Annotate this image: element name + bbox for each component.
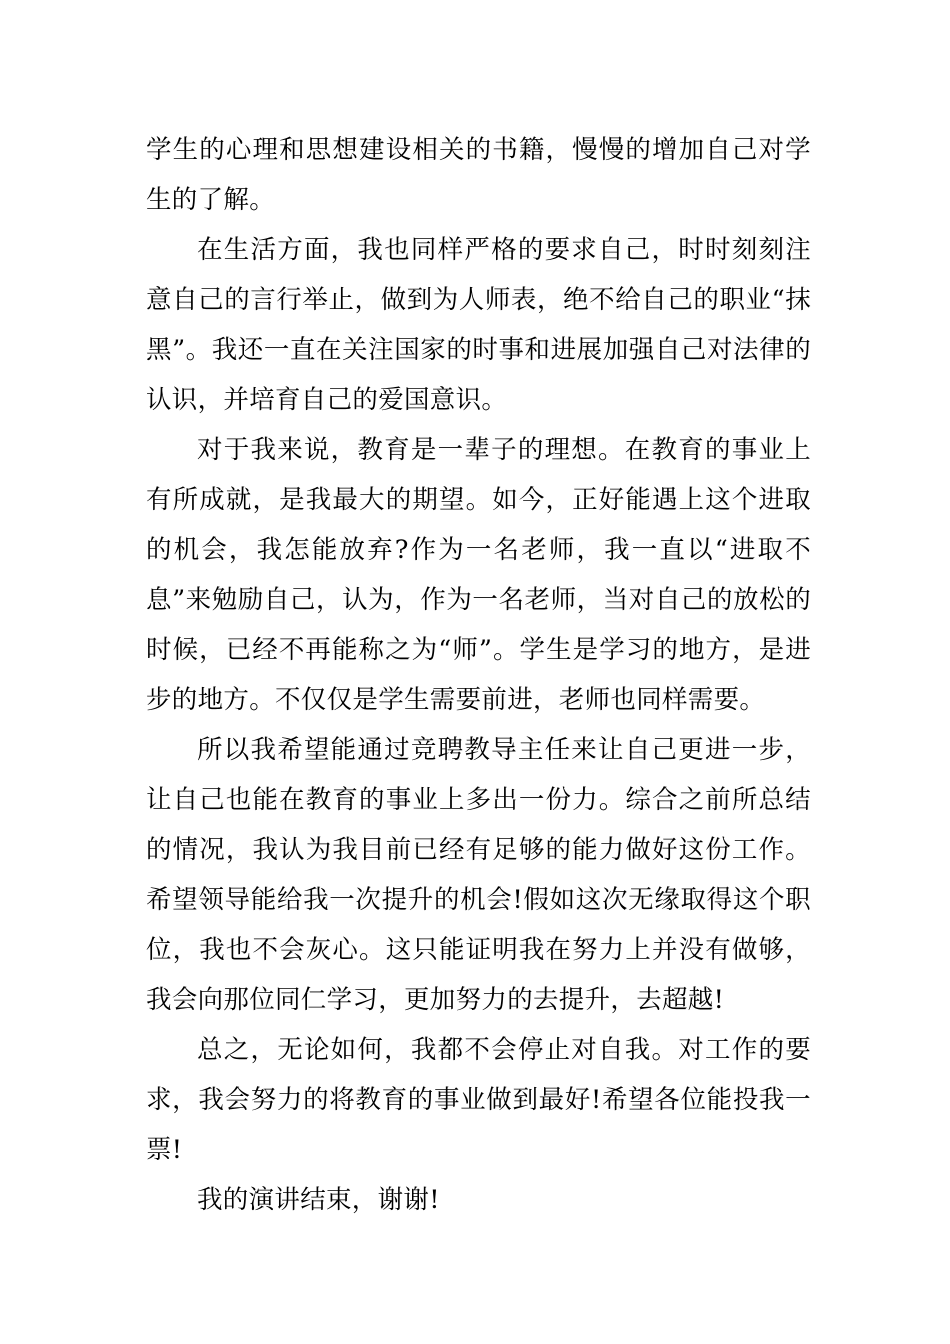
paragraph-education-ideal: 对于我来说，教育是一辈子的理想。在教育的事业上有所成就，是我最大的期望。如今，正好能遇上这个进取的机会，我怎能放弃?作为一名老师，我一直以“进取不息”来勉励自己，认为，作为一名老师，当对自己的放松的时候，已经不再能称之为“师”。学生是学习的地方，是进步的地方。不仅仅是学生需要前进，老师也同样需要。: [146, 435, 811, 715]
paragraph-life-aspect: 在生活方面，我也同样严格的要求自己，时时刻刻注意自己的言行举止，做到为人师表，绝不给自己的职业“抹黑”。我还一直在关注国家的时事和进展加强自己对法律的认识，并培育自己的爱国意识。: [146, 235, 811, 415]
paragraph-continuation: 学生的心理和思想建设相关的书籍，慢慢的增加自己对学生的了解。: [146, 135, 811, 215]
paragraph-closing: 我的演讲结束，谢谢!: [197, 1185, 440, 1215]
paragraph-summary: 总之，无论如何，我都不会停止对自我。对工作的要求，我会努力的将教育的事业做到最好!希望各位能投我一票!: [146, 1035, 811, 1165]
document-body: [146, 125, 811, 1225]
paragraph-competition-hope: 所以我希望能通过竞聘教导主任来让自己更进一步，让自己也能在教育的事业上多出一份力。综合之前所总结的情况，我认为我目前已经有足够的能力做好这份工作。希望领导能给我一次提升的机会!假如这次无缘取得这个职位，我也不会灰心。这只能证明我在努力上并没有做够，我会向那位同仁学习，更加努力的去提升，去超越!: [146, 735, 811, 1015]
